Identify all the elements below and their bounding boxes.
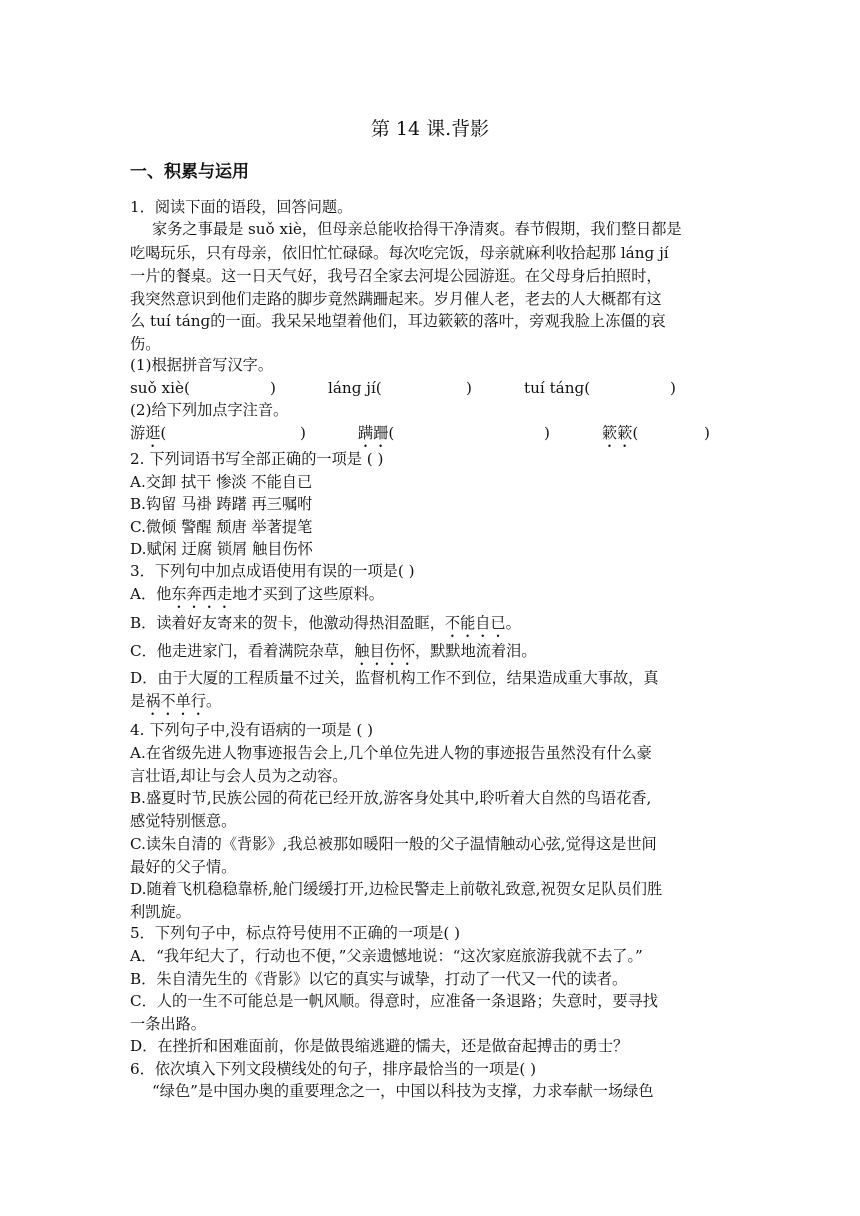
pinyin-paren: ) <box>270 379 276 397</box>
q4-line: 最好的父子情。 <box>130 858 237 876</box>
q5-line: B．朱自清先生的《背影》以它的真实与诚挚，打动了一代又一代的读者。 <box>130 970 628 988</box>
q5-line: A．“我年纪大了，行动也不便，”父亲遗憾地说：“这次家庭旅游我就不去了。” <box>130 947 643 965</box>
q6-stem: 6．依次填入下列文段横线处的句子，排序最恰当的一项是( ) <box>130 1060 537 1078</box>
q1-passage-line: 我突然意识到他们走路的脚步竟然蹒跚起来。岁月催人老，老去的人大概都有这 <box>130 290 662 308</box>
q4-line: 言壮语,却让与会人员为之动容。 <box>130 767 348 785</box>
q5-line: D．在挫折和困难面前，你是做畏缩逃避的懦夫，还是做奋起搏击的勇士？ <box>130 1037 629 1055</box>
page-title: 第 14 课.背影 <box>370 118 490 140</box>
q1-sub2: (2)给下列加点字注音。 <box>130 401 289 419</box>
pinyin-item: suǒ xiè( <box>130 379 190 397</box>
zhuyin-word: 游逛( <box>130 424 167 442</box>
q1-passage-line: 吃喝玩乐，只有母亲，依旧忙忙碌碌。每次吃完饭，母亲就麻利收拾起那 lánɡ jí <box>130 244 669 262</box>
q3-option-b: B．读着好友寄来的贺卡，他激动得热泪盈眶，不能自已。 <box>130 614 521 632</box>
q2-option: A.交卸 拭干 惨淡 不能自已 <box>130 473 313 491</box>
zhuyin-paren: ) <box>704 424 710 442</box>
q2-option: C.微倾 警醒 颓唐 举著提笔 <box>130 518 313 536</box>
zhuyin-word: 蹒跚( <box>358 424 395 442</box>
q6-passage-line: “绿色”是中国办奥的重要理念之一，中国以科技为支撑，力求奉献一场绿色 <box>152 1082 654 1100</box>
pinyin-item: lánɡ jí( <box>328 379 382 397</box>
q4-line: C.读朱自清的《背影》,我总被那如暖阳一般的父子温情触动心弦,觉得这是世间 <box>130 835 657 853</box>
q3-option-d-cont: 是祸不单行。 <box>130 692 222 710</box>
zhuyin-paren: ) <box>300 424 306 442</box>
q1-passage-line: 伤。 <box>130 335 161 353</box>
q4-line: 利凯旋。 <box>130 903 191 921</box>
q3-option-c: C．他走进家门，看着满院杂草，触目伤怀，默默地流着泪。 <box>130 642 537 660</box>
q2-stem: 2. 下列词语书写全部正确的一项是 ( ) <box>130 450 384 468</box>
q3-stem: 3．下列句中加点成语使用有误的一项是( ) <box>130 562 415 580</box>
q4-stem: 4. 下列句子中,没有语病的一项是 ( ) <box>130 721 374 739</box>
q1-stem: 1．阅读下面的语段，回答问题。 <box>130 198 353 216</box>
pinyin-paren: ) <box>670 379 676 397</box>
pinyin-paren: ) <box>466 379 472 397</box>
q4-line: 感觉特别惬意。 <box>130 812 237 830</box>
q5-line: 一条出路。 <box>130 1015 206 1033</box>
q1-sub1: (1)根据拼音写汉字。 <box>130 356 274 374</box>
q4-line: A.在省级先进人物事迹报告会上,几个单位先进人物的事迹报告虽然没有什么豪 <box>130 744 652 762</box>
section-heading: 一、积累与运用 <box>130 162 249 182</box>
q3-option-d: D．由于大厦的工程质量不过关，监督机构工作不到位，结果造成重大事故，真 <box>130 669 659 687</box>
q1-passage-line: 么 tuí tánɡ的一面。我呆呆地望着他们，耳边簌簌的落叶，旁观我脸上冻僵的哀 <box>130 312 666 330</box>
q1-passage-line: 家务之事最是 suǒ xiè，但母亲总能收拾得干净清爽。春节假期，我们整日都是 <box>152 220 682 238</box>
q4-line: B.盛夏时节,民族公园的荷花已经开放,游客身处其中,聆听着大自然的鸟语花香, <box>130 789 652 807</box>
q5-stem: 5．下列句子中，标点符号使用不正确的一项是( ) <box>130 924 461 942</box>
q2-option: B.钩留 马褂 踌躇 再三嘱咐 <box>130 495 313 513</box>
q4-line: D.随着飞机稳稳靠桥,舱门缓缓打开,边检民警走上前敬礼致意,祝贺女足队员们胜 <box>130 880 663 898</box>
zhuyin-word: 簌簌( <box>602 424 639 442</box>
pinyin-item: tuí tánɡ( <box>524 379 591 397</box>
q3-option-a: A．他东奔西走地才买到了这些原料。 <box>130 585 384 603</box>
zhuyin-paren: ) <box>544 424 550 442</box>
q2-option: D.赋闲 迂腐 锁屑 触目伤怀 <box>130 540 313 558</box>
q5-line: C．人的一生不可能总是一帆风顺。得意时，应准备一条退路；失意时，要寻找 <box>130 992 658 1010</box>
q1-passage-line: 一片的餐桌。这一日天气好，我号召全家去河堤公园游逛。在父母身后拍照时， <box>130 267 662 285</box>
